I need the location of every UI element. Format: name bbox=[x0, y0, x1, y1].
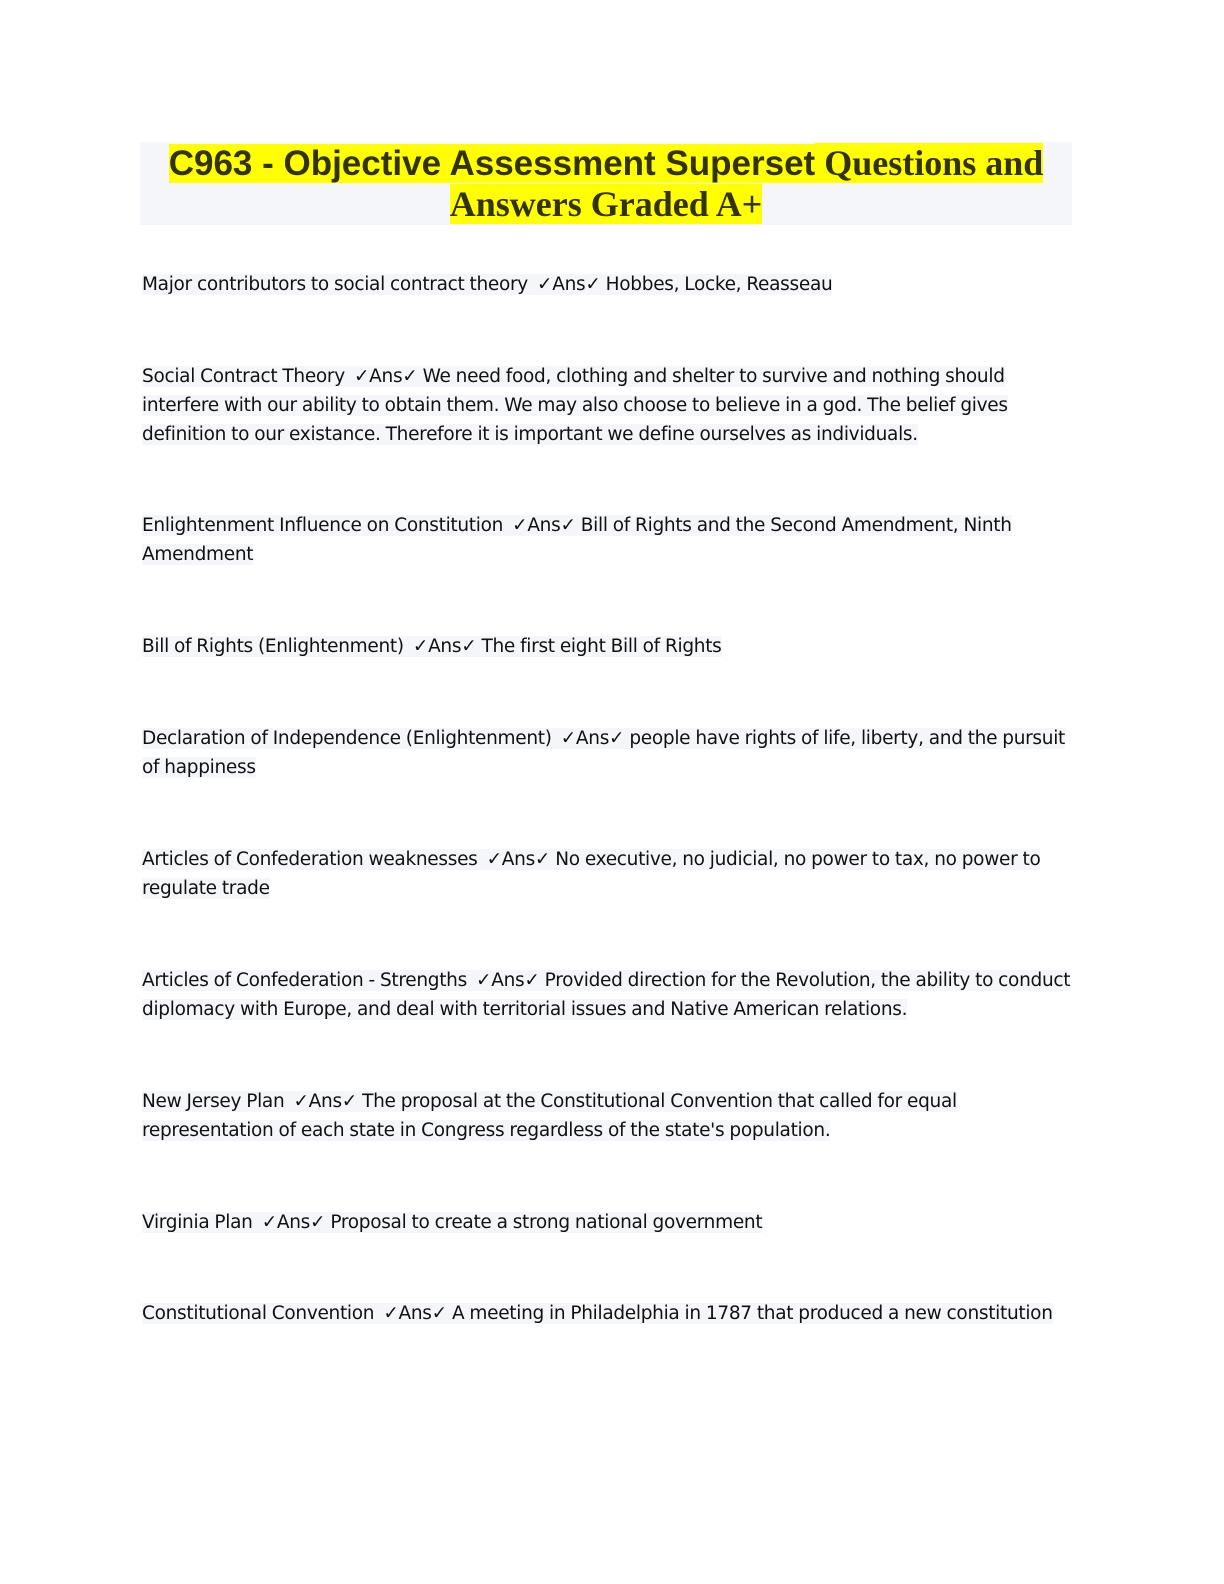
qa-item-9 bbox=[142, 1208, 1072, 1237]
qa-item-4 bbox=[142, 632, 1072, 661]
qa-answer: Hobbes, Locke, Reasseau bbox=[605, 274, 833, 295]
qa-item-8 bbox=[142, 1087, 1072, 1145]
qa-item-10 bbox=[142, 1299, 1072, 1328]
qa-item-5 bbox=[142, 724, 1072, 782]
title-main: C963 - Objective Assessment Superset bbox=[168, 144, 816, 183]
check-ans-separator: ✓Ans✓ bbox=[476, 970, 540, 991]
check-ans-separator: ✓Ans✓ bbox=[512, 515, 576, 536]
qa-item-2 bbox=[142, 362, 1072, 449]
check-ans-separator: ✓Ans✓ bbox=[412, 636, 477, 657]
qa-answer: Provided direction for the Revolution, the ability to conduct diplomacy with Europe, and deal with territorial issues and Native American relations. bbox=[142, 970, 1071, 1020]
check-ans-separator: ✓Ans✓ bbox=[560, 728, 625, 749]
qa-answer: No executive, no judicial, no power to tax, no power to regulate trade bbox=[142, 849, 1041, 899]
title-space bbox=[815, 143, 824, 183]
title-sub-1: Questions and bbox=[824, 143, 1044, 183]
qa-term: Declaration of Independence (Enlightenment) bbox=[142, 728, 552, 749]
qa-answer: The proposal at the Constitutional Convention that called for equal representation of each state in Congress regardless of the state's population. bbox=[142, 1091, 957, 1141]
check-ans-separator: ✓Ans✓ bbox=[293, 1091, 358, 1112]
qa-term: Virginia Plan bbox=[142, 1212, 253, 1233]
check-ans-separator: ✓Ans✓ bbox=[261, 1212, 326, 1233]
qa-item-1 bbox=[142, 270, 1072, 299]
qa-term: Constitutional Convention bbox=[142, 1303, 375, 1324]
qa-answer: The first eight Bill of Rights bbox=[481, 636, 722, 657]
title-line-1 bbox=[140, 143, 1072, 190]
qa-answer: A meeting in Philadelphia in 1787 that produced a new constitution bbox=[451, 1303, 1053, 1324]
document-title bbox=[140, 142, 1072, 225]
title-line-2 bbox=[140, 184, 1072, 231]
qa-answer: Proposal to create a strong national government bbox=[330, 1212, 763, 1233]
qa-item-3 bbox=[142, 511, 1072, 569]
qa-answer: people have rights of life, liberty, and the pursuit of happiness bbox=[142, 728, 1065, 778]
check-ans-separator: ✓Ans✓ bbox=[537, 274, 601, 295]
qa-term: Bill of Rights (Enlightenment) bbox=[142, 636, 404, 657]
qa-term: Enlightenment Influence on Constitution bbox=[142, 515, 504, 536]
qa-item-6 bbox=[142, 845, 1072, 903]
check-ans-separator: ✓Ans✓ bbox=[383, 1303, 447, 1324]
qa-term: Articles of Confederation weaknesses bbox=[142, 849, 478, 870]
qa-term: Major contributors to social contract theory bbox=[142, 274, 528, 295]
check-ans-separator: ✓Ans✓ bbox=[353, 366, 418, 387]
qa-term: New Jersey Plan bbox=[142, 1091, 285, 1112]
qa-term: Articles of Confederation - Strengths bbox=[142, 970, 467, 991]
qa-term: Social Contract Theory bbox=[142, 366, 345, 387]
qa-answer: We need food, clothing and shelter to survive and nothing should interfere with our ability to obtain them. We may also choose to believe in a god. The belief gives definition to our existance. Therefore it is important we define ourselves as individuals. bbox=[142, 366, 1008, 445]
check-ans-separator: ✓Ans✓ bbox=[486, 849, 551, 870]
title-sub-2: Answers Graded A+ bbox=[449, 184, 763, 224]
qa-item-7 bbox=[142, 966, 1072, 1024]
qa-answer: Bill of Rights and the Second Amendment, Ninth Amendment bbox=[142, 515, 1012, 565]
